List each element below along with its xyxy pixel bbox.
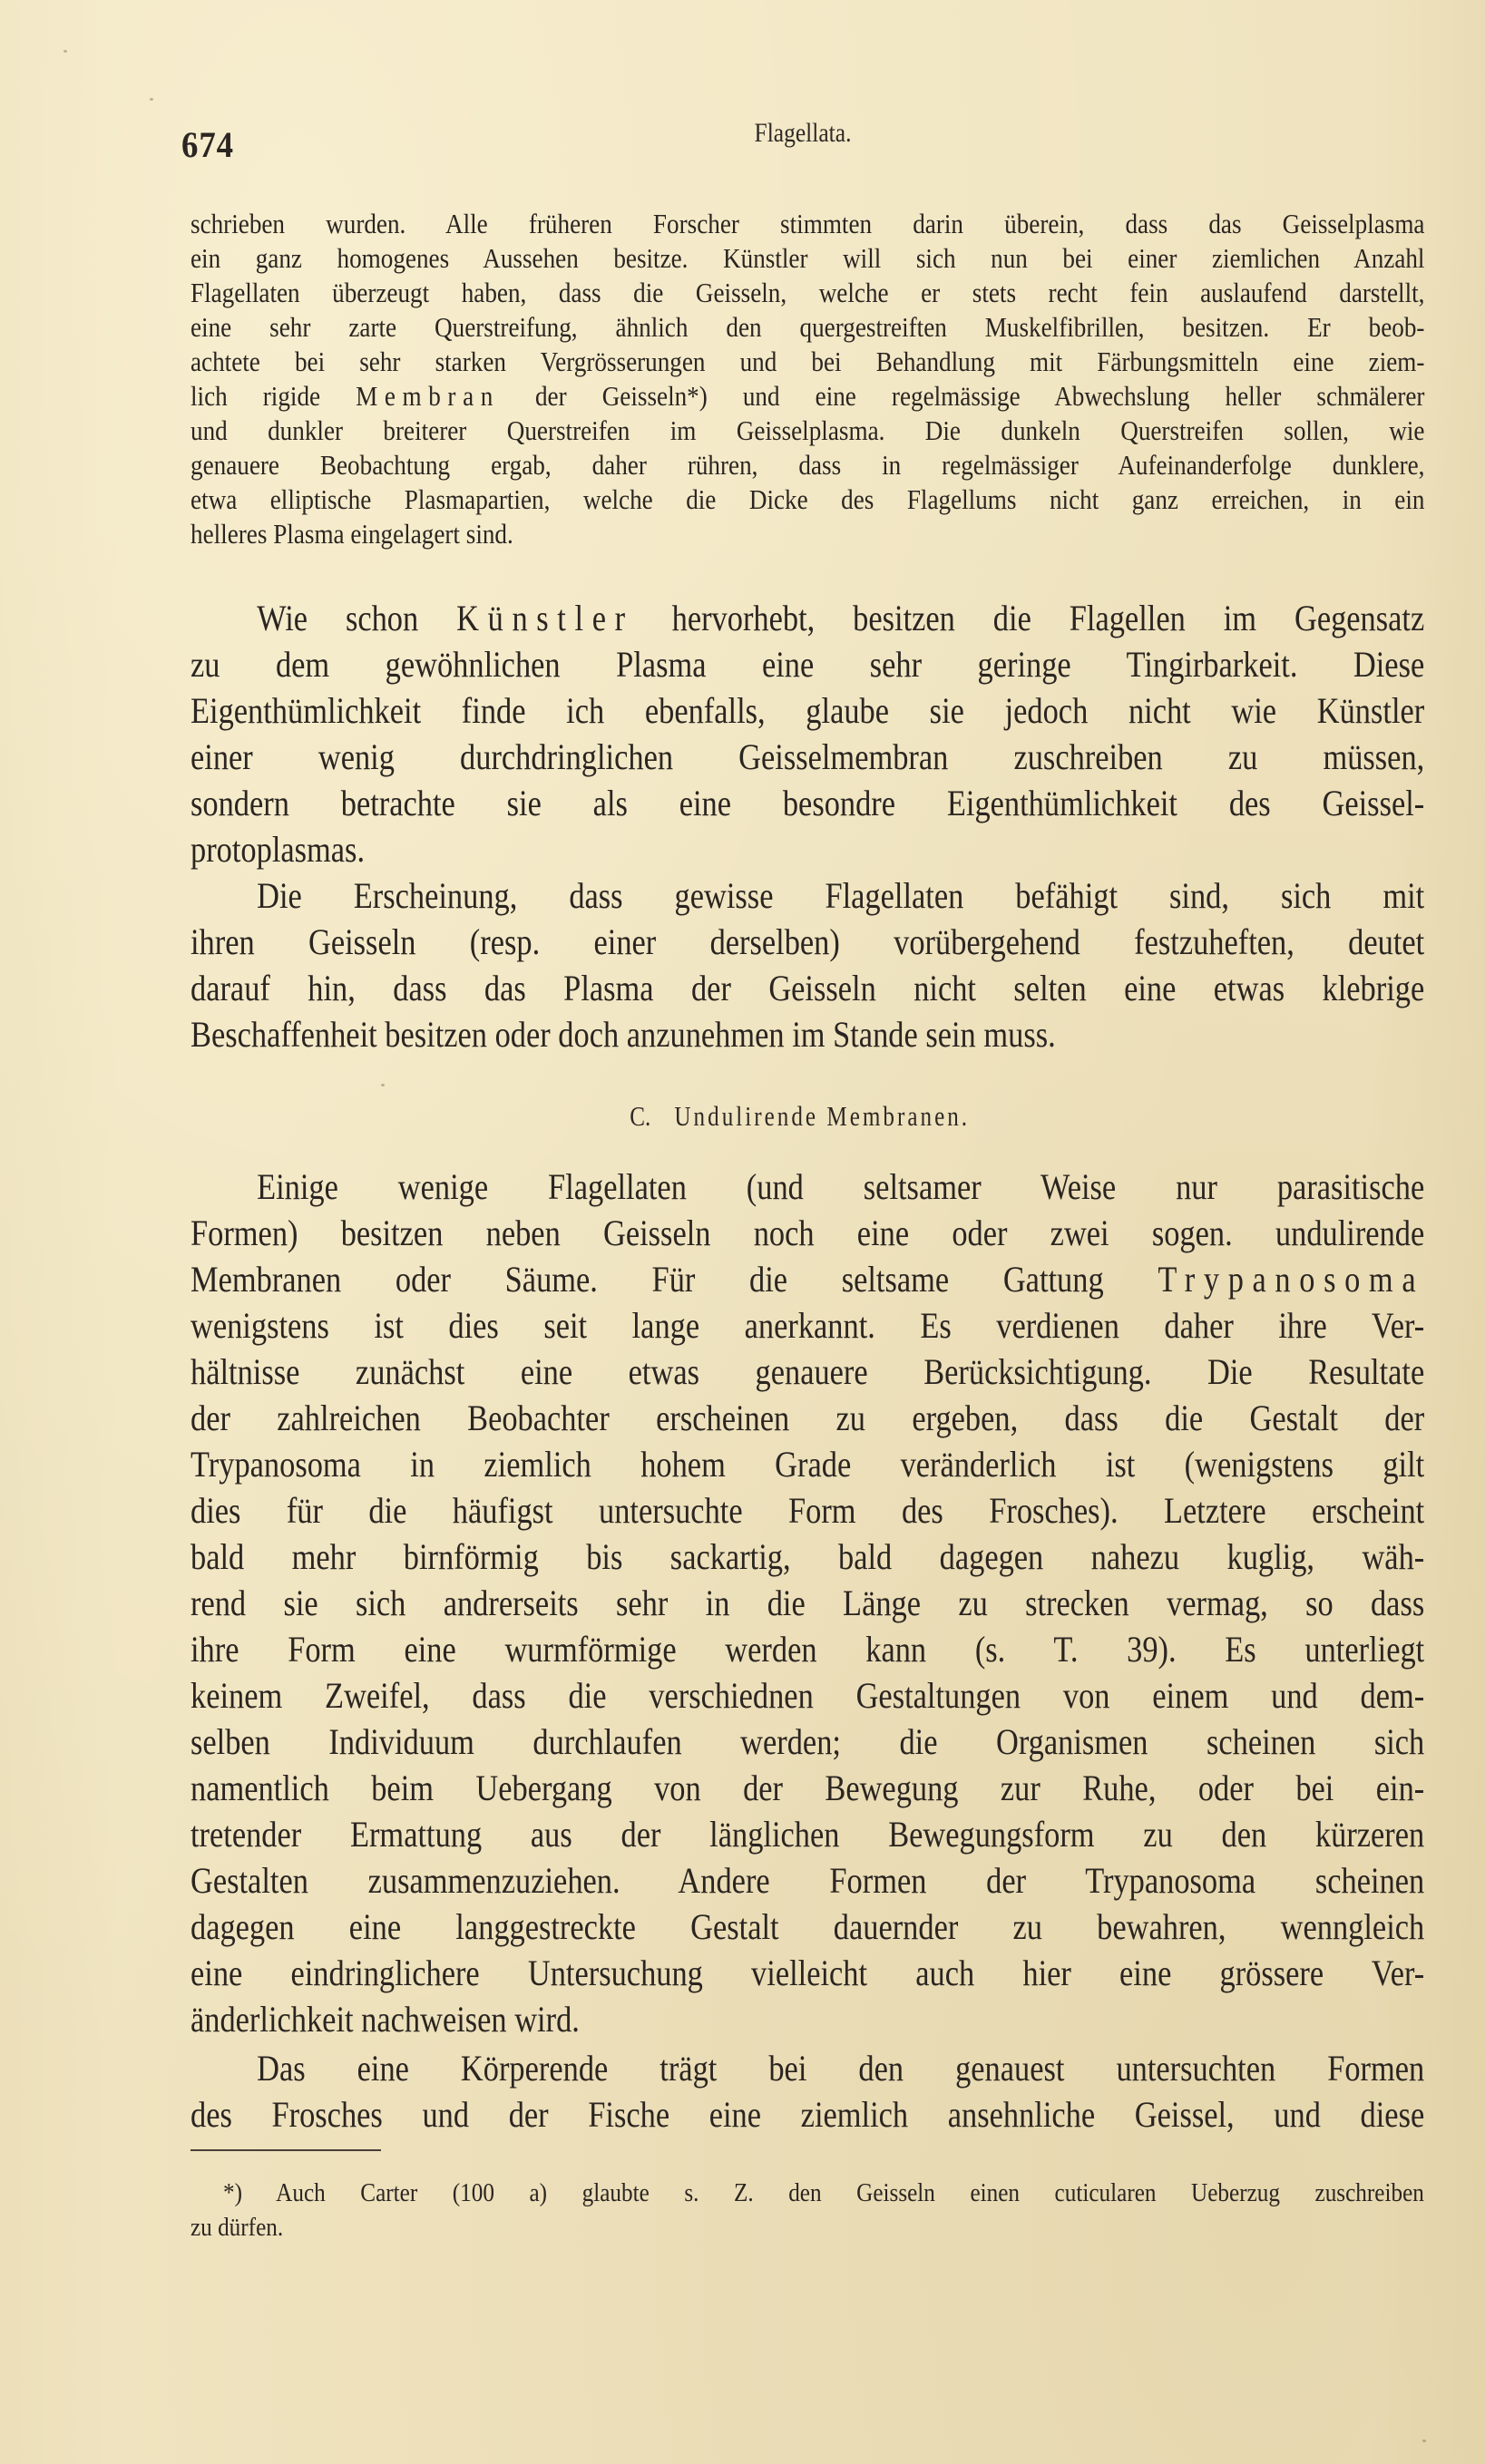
running-head — [275, 118, 1332, 149]
text-line: protoplasmas. — [191, 829, 366, 870]
emphasized-term: Membran — [356, 381, 500, 412]
paper-speck — [64, 50, 67, 53]
page-number: 674 — [181, 124, 234, 165]
text-line: Das eine Körperende trägt bei den genauest untersuchten Formen — [257, 2048, 1425, 2089]
paragraph-tingirbarkeit — [191, 595, 1424, 872]
text-line — [191, 1256, 1424, 1302]
text-line: der zahlreichen Beobachter erscheinen zu ergeben, dass die Gestalt der — [191, 1398, 1425, 1438]
paragraph-festzuheften — [191, 872, 1424, 1057]
text-line: rend sie sich andrerseits sehr in die Länge zu strecken vermag, so dass — [191, 1583, 1425, 1623]
paragraph-trypanosoma — [191, 1164, 1424, 2042]
text-line — [191, 379, 1424, 414]
footnote-rule — [191, 2149, 381, 2151]
footnote-line: zu dürfen. — [191, 2214, 284, 2242]
text-line: ihre Form eine wurmförmige werden kann (s. T. 39). Es unterliegt — [191, 1629, 1425, 1670]
text-run: Wie schon — [257, 598, 457, 638]
text-line: Gestalten zusammenzuziehen. Andere Formen der Trypanosoma scheinen — [191, 1860, 1425, 1901]
section-heading — [191, 1100, 1424, 1133]
running-head-text: Flagellata. — [754, 118, 852, 148]
text-line — [191, 595, 1424, 641]
text-line: Die Erscheinung, dass gewisse Flagellaten befähigt sind, sich mit — [257, 875, 1425, 916]
text-line: ein ganz homogenes Aussehen besitze. Künstler will sich nun bei einer ziemlichen Anzahl — [191, 243, 1425, 274]
paragraph-koerperende — [191, 2045, 1424, 2138]
emphasized-term: Künstler — [456, 598, 634, 638]
text-line: sondern betrachte sie als eine besondre Eigenthümlichkeit des Geissel- — [191, 783, 1425, 823]
text-line: helleres Plasma eingelagert sind. — [191, 519, 513, 550]
footnote — [191, 2177, 1424, 2245]
emphasized-term: Trypanosoma — [1158, 1259, 1425, 1300]
text-line: eine eindringlichere Untersuchung vielleicht auch hier eine grössere Ver- — [191, 1953, 1425, 1993]
text-line: Einige wenige Flagellaten (und seltsamer Weise nur parasitische — [257, 1166, 1425, 1207]
text-line: dagegen eine langgestreckte Gestalt dauernder zu bewahren, wenngleich — [191, 1906, 1425, 1947]
text-line: und dunkler breiterer Querstreifen im Geisselplasma. Die dunkeln Querstreifen sollen, wie — [191, 415, 1425, 446]
text-line: zu dem gewöhnlichen Plasma eine sehr geringe Tingirbarkeit. Diese — [191, 644, 1425, 685]
paper-speck — [381, 1084, 385, 1086]
text-run: Membranen oder Säume. Für die seltsame Gattung — [191, 1259, 1158, 1300]
text-line: des Frosches und der Fische eine ziemlich ansehnliche Geissel, und diese — [191, 2094, 1425, 2135]
text-line: Flagellaten überzeugt haben, dass die Geisseln, welche er stets recht fein auslaufend darstellt, — [191, 278, 1425, 308]
paper-speck — [1422, 2440, 1426, 2442]
text-line: eine sehr zarte Querstreifung, ähnlich den quergestreiften Muskelfibrillen, besitzen. Er beob- — [191, 312, 1425, 343]
text-line: Formen) besitzen neben Geisseln noch eine oder zwei sogen. undulirende — [191, 1213, 1425, 1253]
paper-speck — [150, 98, 153, 101]
text-run: der Geisseln*) und eine regelmässige Abwechslung heller schmälerer — [499, 381, 1425, 412]
text-line: achtete bei sehr starken Vergrösserungen und bei Behandlung mit Färbungsmitteln eine ziem- — [191, 346, 1425, 377]
text-line: dies für die häufigst untersuchte Form des Frosches). Letztere erscheint — [191, 1490, 1425, 1531]
text-line: schrieben wurden. Alle früheren Forscher stimmten darin überein, dass das Geisselplasma — [191, 209, 1425, 239]
text-line: keinem Zweifel, dass die verschiednen Gestaltungen von einem und dem- — [191, 1675, 1425, 1716]
text-line: bald mehr birnförmig bis sackartig, bald dagegen nahezu kuglig, wäh- — [191, 1536, 1425, 1577]
text-line: darauf hin, dass das Plasma der Geisseln nicht selten eine etwas klebrige — [191, 968, 1425, 1008]
text-line: genauere Beobachtung ergab, daher rühren, dass in regelmässiger Aufeinanderfolge dunklere, — [191, 450, 1425, 481]
text-line: Beschaffenheit besitzen oder doch anzunehmen im Stande sein muss. — [191, 1014, 1056, 1055]
section-letter: C. — [630, 1100, 651, 1132]
text-line: hältnisse zunächst eine etwas genauere Berücksichtigung. Die Resultate — [191, 1351, 1425, 1392]
text-line: etwa elliptische Plasmapartien, welche die Dicke des Flagellums nicht ganz erreichen, in ein — [191, 484, 1425, 515]
small-print-paragraph — [191, 207, 1424, 551]
text-line: Trypanosoma in ziemlich hohem Grade veränderlich ist (wenigstens gilt — [191, 1444, 1425, 1485]
text-line: namentlich beim Uebergang von der Bewegung zur Ruhe, oder bei ein- — [191, 1768, 1425, 1808]
text-line: Eigenthümlichkeit finde ich ebenfalls, glaube sie jedoch nicht wie Künstler — [191, 690, 1425, 731]
text-line: änderlichkeit nachweisen wird. — [191, 1999, 580, 2040]
page-header — [181, 118, 1424, 172]
text-line: tretender Ermattung aus der länglichen Bewegungsform zu den kürzeren — [191, 1814, 1425, 1855]
section-title: Undulirende Membranen. — [674, 1100, 971, 1132]
text-run: hervorhebt, besitzen die Flagellen im Gegensatz — [633, 598, 1425, 638]
text-line: einer wenig durchdringlichen Geisselmembran zuschreiben zu müssen, — [191, 736, 1425, 777]
text-run: lich rigide — [191, 381, 357, 412]
footnote-line: *) Auch Carter (100 a) glaubte s. Z. den Geisseln einen cuticularen Ueberzug zuschreiben — [223, 2179, 1424, 2207]
text-line: selben Individuum durchlaufen werden; die Organismen scheinen sich — [191, 1721, 1425, 1762]
text-line: wenigstens ist dies seit lange anerkannt. Es verdienen daher ihre Ver- — [191, 1305, 1425, 1346]
text-line: ihren Geisseln (resp. einer derselben) vorübergehend festzuheften, deutet — [191, 921, 1425, 962]
